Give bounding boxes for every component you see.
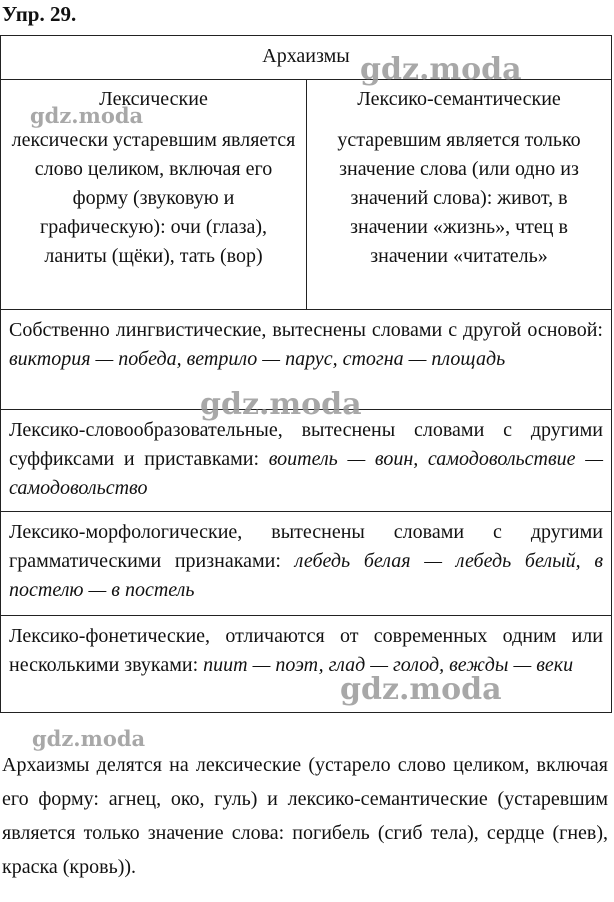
- row-examples: воитель — воин, самодовольствие — самодовольство: [9, 448, 603, 499]
- watermark: gdz.moda: [360, 52, 522, 87]
- watermark: gdz.moda: [200, 387, 362, 422]
- exercise-heading: Упр. 29.: [2, 2, 77, 26]
- watermark: gdz.moda: [30, 103, 144, 128]
- table-row: [1, 512, 611, 616]
- lexical-body: лексически устаревшим является слово целиком, включая его форму (звуковую и графическую): очи (глаза), ланиты (щёки), тать (вор): [11, 129, 296, 267]
- table-row: [1, 410, 611, 512]
- summary-paragraph: Архаизмы делятся на лексические (устарело слово целиком, включая его форму: агнец, око, гуль) и лексико-семантические (устаревшим является только значение слова: погибель (сгиб тела), сердце (гнев), краска (кровь)).: [2, 754, 608, 878]
- row-text: Лексико-морфологические, вытеснены словами с другими грамматическими признаками:: [9, 521, 603, 572]
- lexical-head: Лексические: [99, 88, 208, 110]
- archaisms-table: [0, 35, 612, 713]
- row-examples: виктория — победа, ветрило — парус, стогна — площадь: [9, 348, 506, 370]
- row-text: Собственно лингвистические, вытеснены словами с другой основой:: [9, 319, 603, 341]
- watermark: gdz.moda: [340, 672, 502, 707]
- table-title: Архаизмы: [1, 36, 611, 80]
- watermark: gdz.moda: [32, 726, 146, 751]
- row-text: Лексико-фонетические, отличаются от современных одним или несколькими звуками:: [9, 625, 603, 676]
- row-text: Лексико-словообразовательные, вытеснены словами с другими суффиксами и приставками:: [9, 419, 603, 470]
- lexsem-head: Лексико-семантические: [357, 88, 561, 110]
- row-examples: пиит — поэт, глад — голод, вежды — веки: [203, 654, 574, 676]
- row-examples: лебедь белая — лебедь белый, в постелю — в постель: [9, 550, 604, 601]
- table-row: [1, 616, 611, 712]
- lexsem-cell: [307, 80, 611, 309]
- lexsem-body: устаревшим является только значение слова (или одно из значений слова): живот, в значении «жизнь», чтец в значении «читатель»: [337, 129, 581, 267]
